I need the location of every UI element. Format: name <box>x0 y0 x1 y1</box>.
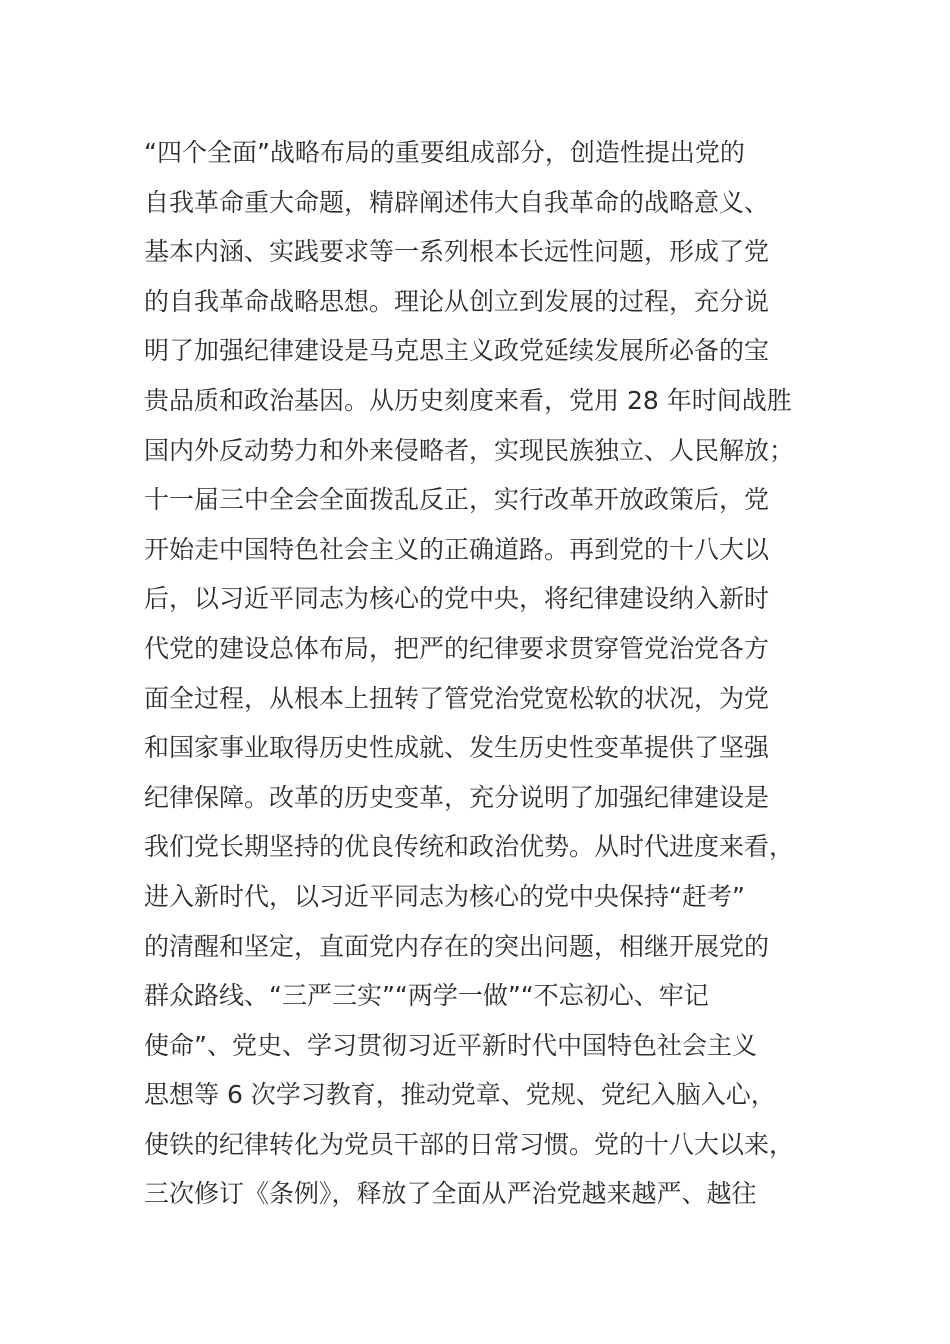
text-line: 群众路线、“三严三实”“两学一做”“不忘初心、牢记 <box>144 981 709 1011</box>
text-line: 开始走中国特色社会主义的正确道路。再到党的十八大以 <box>144 534 770 564</box>
text-line: 三次修订《条例》，释放了全面从严治党越来越严、越往 <box>144 1179 757 1209</box>
text-line: “四个全面”战略布局的重要组成部分，创造性提出党的 <box>144 138 745 167</box>
text-line: 和国家事业取得历史性成就、发生历史性变革提供了坚强 <box>144 733 770 763</box>
text-line: 后，以习近平同志为核心的党中央，将纪律建设纳入新时 <box>144 584 770 614</box>
text-line: 面全过程，从根本上扭转了管党治党宽松软的状况，为党 <box>144 683 770 713</box>
text-line: 我们党长期坚持的优良传统和政治优势。从时代进度来看， <box>144 832 795 862</box>
text-line: 纪律保障。改革的历史变革，充分说明了加强纪律建设是 <box>144 782 770 812</box>
text-line: 十一届三中全会全面拨乱反正，实行改革开放政策后，党 <box>144 485 770 515</box>
text-line: 的清醒和坚定，直面党内存在的突出问题，相继开展党的 <box>144 931 770 961</box>
text-line: 思想等 6 次学习教育，推动党章、党规、党纪入脑入心， <box>144 1080 776 1110</box>
body-paragraph <box>144 128 824 1219</box>
text-line: 代党的建设总体布局，把严的纪律要求贯穿管党治党各方 <box>144 633 770 663</box>
text-line: 进入新时代，以习近平同志为核心的党中央保持“赶考” <box>144 881 745 911</box>
text-line: 贵品质和政治基因。从历史刻度来看，党用 28 年时间战胜 <box>144 385 792 415</box>
text-line: 国内外反动势力和外来侵略者，实现民族独立、人民解放； <box>144 435 795 465</box>
text-line: 使命”、党史、学习贯彻习近平新时代中国特色社会主义 <box>144 1030 757 1060</box>
text-line: 的自我革命战略思想。理论从创立到发展的过程，充分说 <box>144 286 770 316</box>
text-line: 明了加强纪律建设是马克思主义政党延续发展所必备的宝 <box>144 336 770 366</box>
text-line: 使铁的纪律转化为党员干部的日常习惯。党的十八大以来， <box>144 1129 795 1159</box>
text-line: 基本内涵、实践要求等一系列根本长远性问题，形成了党 <box>144 237 770 267</box>
text-line: 自我革命重大命题，精辟阐述伟大自我革命的战略意义、 <box>144 187 770 217</box>
